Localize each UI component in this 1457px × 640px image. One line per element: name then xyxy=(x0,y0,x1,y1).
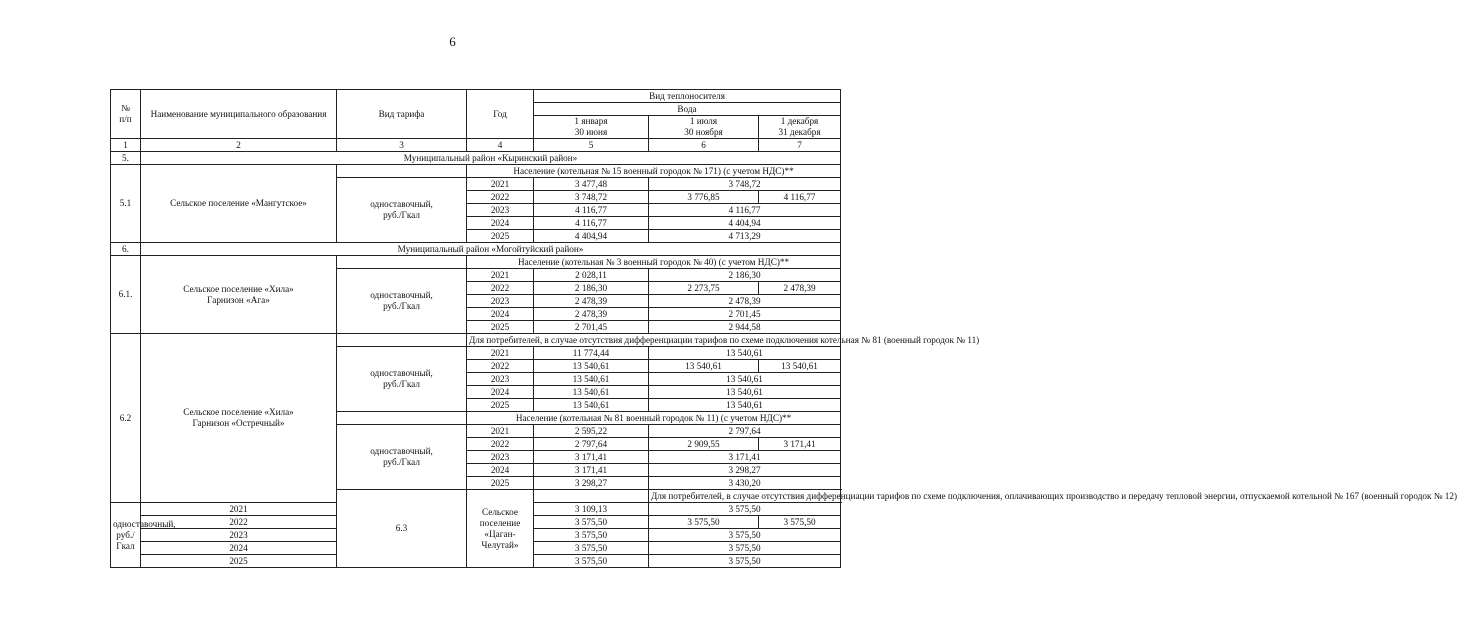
header-row xyxy=(111,90,841,103)
year-row: одноставочный, руб./Гкал 2021 11 774,44 13 540,61 xyxy=(111,347,841,360)
col-number: 6 xyxy=(649,139,759,152)
year-row: 2025 3 298,27 3 430,20 xyxy=(111,477,841,490)
consumer-group-header: Для потребителей, в случае отсутствия дифференциации тарифов по схеме подключения котельная № 81 (военный городок № 11) xyxy=(467,334,841,347)
row-number: 5.1 xyxy=(111,165,141,243)
settlement-name: Сельское поселение «Хила» Гарнизон «Остречный» xyxy=(141,334,337,503)
section-row xyxy=(111,152,841,165)
consumer-group-header: Население (котельная № 81 военный городок № 11) (с учетом НДС)** xyxy=(467,412,841,425)
header-tariff-type: Вид тарифа xyxy=(337,90,467,139)
section-title: Муниципальный район «Кыринский район» xyxy=(141,152,841,165)
year-row: 2025 4 404,94 4 713,29 xyxy=(111,230,841,243)
consumer-group-header: Для потребителей, в случае отсутствия дифференциации тарифов по схеме подключения, оплачивающих производство и передачу тепловой энергии, отпускаемой котельной № 167 (военный городок № 12) xyxy=(649,490,841,503)
year-row: 2022 13 540,61 13 540,61 13 540,61 xyxy=(111,360,841,373)
year-row: 2022 2 186,30 2 273,75 2 478,39 xyxy=(111,282,841,295)
settlement-name: Сельское поселение «Хила» Гарнизон «Ага» xyxy=(141,256,337,334)
year-row: одноставочный, руб./Гкал 2021 3 109,13 3 575,50 xyxy=(111,503,841,516)
year-row: 2024 3 575,50 3 575,50 xyxy=(111,542,841,555)
col-number: 2 xyxy=(141,139,337,152)
year-row: 2025 3 575,50 3 575,50 xyxy=(111,555,841,568)
tariff-table xyxy=(110,89,1457,568)
section-row xyxy=(111,243,841,256)
tariff-type: одноставочный, руб./Гкал xyxy=(337,269,467,334)
tariff-type: одноставочный, руб./Гкал xyxy=(337,425,467,490)
year-row: 2024 13 540,61 13 540,61 xyxy=(111,386,841,399)
year-row: 2023 3 171,41 3 171,41 xyxy=(111,451,841,464)
settlement-name: Сельское поселение «Цаган-Челутай» xyxy=(467,490,534,568)
year-row: одноставочный, руб./Гкал 2021 2 595,22 2 797,64 xyxy=(111,425,841,438)
section-title: Муниципальный район «Могойтуйский район» xyxy=(141,243,841,256)
year-row: 2024 2 478,39 2 701,45 xyxy=(111,308,841,321)
header-year: Год xyxy=(467,90,534,139)
tariff-type: одноставочный, руб./Гкал xyxy=(337,347,467,412)
header-period-1: 1 января 30 июня xyxy=(534,116,649,139)
year-row: 2022 3 748,72 3 776,85 4 116,77 xyxy=(111,191,841,204)
tariff-type: одноставочный, руб./Гкал xyxy=(337,178,467,243)
tariff-type: одноставочный, руб./Гкал xyxy=(111,503,141,568)
year-row: 2023 4 116,77 4 116,77 xyxy=(111,204,841,217)
header-water: Вода xyxy=(534,103,841,116)
year-row: 2023 13 540,61 13 540,61 xyxy=(111,373,841,386)
year-row: одноставочный, руб./Гкал 2021 2 028,11 2 186,30 xyxy=(111,269,841,282)
row-number: 6.3 xyxy=(337,490,467,568)
section-number: 6. xyxy=(111,243,141,256)
year-row: 2022 3 575,50 3 575,50 3 575,50 xyxy=(111,516,841,529)
col-number: 3 xyxy=(337,139,467,152)
header-carrier: Вид теплоносителя xyxy=(534,90,841,103)
col-number: 1 xyxy=(111,139,141,152)
header-period-3: 1 декабря 31 декабря xyxy=(759,116,841,139)
col-number: 4 xyxy=(467,139,534,152)
year-row: 2024 3 171,41 3 298,27 xyxy=(111,464,841,477)
header-period-2: 1 июля 30 ноября xyxy=(649,116,759,139)
settlement-name: Сельское поселение «Мангутское» xyxy=(141,165,337,243)
year-row: 2025 13 540,61 13 540,61 xyxy=(111,399,841,412)
page-number: 6 xyxy=(449,34,456,49)
row-number: 6.2 xyxy=(111,334,141,503)
year-row: 2023 3 575,50 3 575,50 xyxy=(111,529,841,542)
column-numbers-row xyxy=(111,139,841,152)
row-number: 6.1. xyxy=(111,256,141,334)
year-row: 2023 2 478,39 2 478,39 xyxy=(111,295,841,308)
col-number: 7 xyxy=(759,139,841,152)
consumer-group-header: Население (котельная № 15 военный городок № 171) (с учетом НДС)** xyxy=(467,165,841,178)
year-row: одноставочный, руб./Гкал 2021 3 477,48 3 748,72 xyxy=(111,178,841,191)
header-name: Наименование муниципального образования xyxy=(141,90,337,139)
col-number: 5 xyxy=(534,139,649,152)
consumer-group-header: Население (котельная № 3 военный городок № 40) (с учетом НДС)** xyxy=(467,256,841,269)
year-row: 2024 4 116,77 4 404,94 xyxy=(111,217,841,230)
section-number: 5. xyxy=(111,152,141,165)
year-row: 2025 2 701,45 2 944,58 xyxy=(111,321,841,334)
header-num: № п/п xyxy=(111,90,141,139)
year-row: 2022 2 797,64 2 909,55 3 171,41 xyxy=(111,438,841,451)
